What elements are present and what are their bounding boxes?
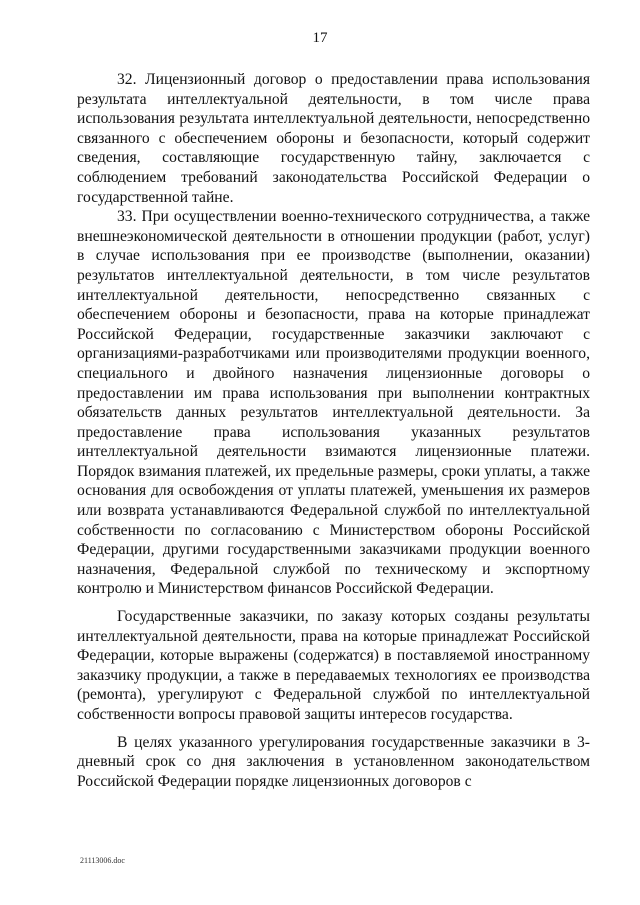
paragraph-regulation-deadline: В целях указанного урегулирования государственные заказчики в 3-дневный срок со дня заключения в установленном законодательством Российской Федерации порядке лицензионных договоров с [77, 733, 590, 790]
paragraph-32: 32. Лицензионный договор о предоставлении права использования результата интеллектуальной деятельности, в том числе права использования результата интеллектуальной деятельности, непосредственно связанного с обеспечением обороны и безопасности, который содержит сведения, составляющие государственную тайну, заключается с соблюдением требований законодательства Российской Федерации о государственной тайне. [77, 71, 590, 206]
paragraph-state-customers: Государственные заказчики, по заказу которых созданы результаты интеллектуальной деятельности, права на которые принадлежат Российской Федерации, которые выражены (содержатся) в поставляемой иностранному заказчику продукции, а также в передаваемых технологиях ее производства (ремонта), урегулируют с Федеральной службой по интеллектуальной собственности вопросы правовой защиты интересов государства. [77, 608, 590, 723]
document-body [77, 70, 590, 791]
paragraph-33: 33. При осуществлении военно-технического сотрудничества, а также внешнеэкономической деятельности в отношении продукции (работ, услуг) в случае использования при ее производстве (выполнении, оказании) результатов интеллектуальной деятельности, в том числе результатов интеллектуальной деятельности, непосредственно связанных с обеспечением обороны и безопасности, права на которые принадлежат Российской Федерации, государственные заказчики заключают с организациями-разработчиками или производителями продукции военного, специального и двойного назначения лицензионные договоры о предоставлении им права использования при выполнении контрактных обязательств данных результатов интеллектуальной деятельности. За предоставление права использования указанных результатов интеллектуальной деятельности взимаются лицензионные платежи. Порядок взимания платежей, их предельные размеры, сроки уплаты, а также основания для освобождения от уплаты платежей, уменьшения их размеров или возврата устанавливаются Федеральной службой по интеллектуальной собственности по согласованию с Министерством обороны Российской Федерации, другими государственными заказчиками продукции военного назначения, Федеральной службой по техническому и экспортному контролю и Министерством финансов Российской Федерации. [77, 208, 590, 598]
page-number: 17 [312, 30, 328, 46]
document-file-code: 21113006.doc [80, 856, 125, 865]
